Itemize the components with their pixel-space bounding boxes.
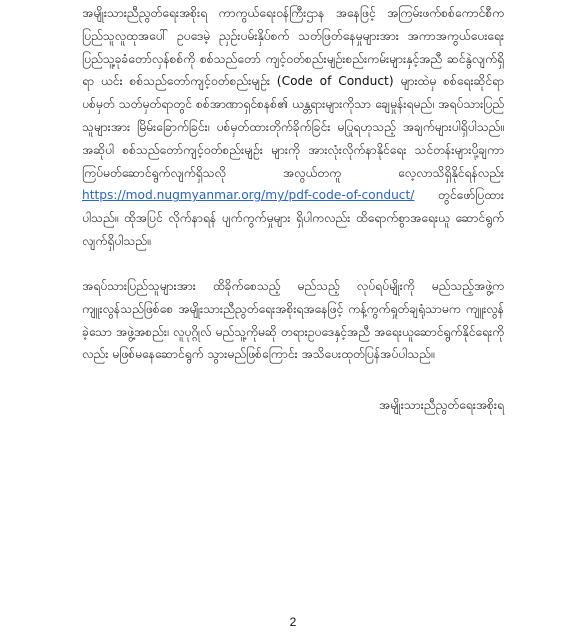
signature-line: အမျိုးသားညီညွတ်ရေးအစိုးရ [378, 398, 504, 412]
statement-paragraph-1 [82, 2, 504, 253]
paragraph-1-text-after-link: တွင်ဖော်ပြထား ပါသည်။ ထိုအပြင် လိုက်နာရန် ပျက်ကွက်မှုများ ရှိပါကလည်း ထိရောက်စွာအရေးယူ ဆောင်ရွက်လျက်ရှိပါသည်။ [82, 188, 504, 248]
paragraph-1-text-before-link: အမျိုးသားညီညွတ်ရေးအစိုးရ ကာကွယ်ရေးဝန်ကြီးဌာန အနေဖြင့် အကြမ်းဖက်စစ်ကောင်စီက ပြည်သူလူထုအပေါ် ဥပဒေမဲ့ ညှဉ်းပမ်းနှိပ်စက် သတ်ဖြတ်နေမှုများအား အကာအကွယ်ပေးရေး ပြည်သူ့ခုခံတော်လှန်စစ်ကို စစ်သည်တော် ကျင့်ဝတ်စည်းမျဉ်းစည်းကမ်းများနှင့်အညီ ဆင်နွဲလျက်ရှိရာ ယင်း စစ်သည်တော်ကျင့်ဝတ်စည်းမျဉ်း (Code of Conduct) များထဲမှ စစ်ရေးဆိုင်ရာပစ်မှတ် သတ်မှတ်ရာတွင် စစ်အာဏာရှင်စနစ်၏ ယန္တရားများကိုသာ ချေမှုန်းရမည်၊ အရပ်သားပြည်သူများအား မြိမ်းခြောက်ခြင်း၊ ပစ်မှတ်ထားတိုက်ခိုက်ခြင်း မပြုရဟုသည့် အချက်များပါရှိပါသည်။ အဆိုပါ စစ်သည်တော်ကျင့်ဝတ်စည်းမျဉ်း များကို အားလုံးလိုက်နာနိုင်ရေး သင်တန်းများပို့ချကာ ကြပ်မတ်ဆောင်ရွက်လျက်ရှိသလို အလွယ်တကူ လေ့လာသိရှိနိုင်ရန်လည်း [82, 6, 504, 180]
code-of-conduct-link[interactable]: https://mod.nugmyanmar.org/my/pdf-code-of-conduct/ [82, 188, 415, 203]
page-number: 2 [289, 615, 297, 629]
statement-paragraph-2: အရပ်သားပြည်သူများအား ထိခိုက်စေသည့် မည်သည့် လုပ်ရပ်မျိုးကို မည်သည့်အဖွဲ့က ကျူးလွန်သည်ဖြစ်စေ အမျိုးသားညီညွတ်ရေးအစိုးရအနေဖြင့် ကန့်ကွက်ရှုတ်ချရုံသာမက ကျူးလွန်ခဲ့သော အဖွဲ့အစည်း၊ လူပုဂ္ဂိုလ် မည်သူ့ကိုမဆို တရားဥပဒေနှင့်အညီ အရေးယူဆောင်ရွက်နိုင်ရေးကိုလည်း မဖြစ်မနေဆောင်ရွက် သွားမည်ဖြစ်ကြောင်း အသိပေးထုတ်ပြန်အပ်ပါသည်။ [82, 279, 504, 362]
